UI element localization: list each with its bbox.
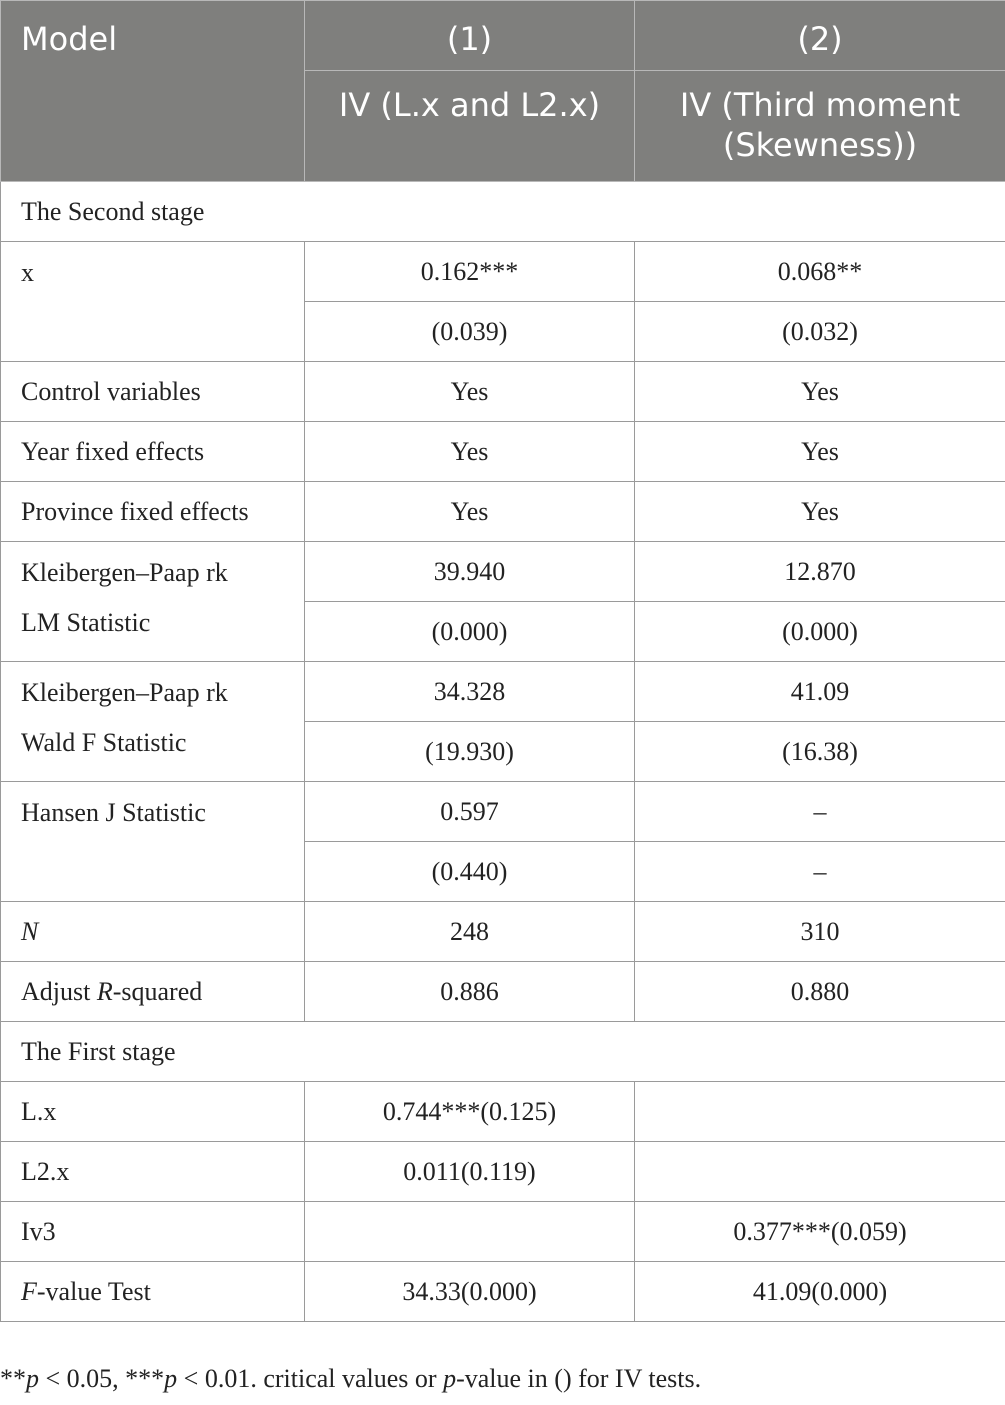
- cell-hansen-1: 0.597: [305, 782, 635, 842]
- table-row-l2x: [1, 1142, 1005, 1202]
- note-part4: -value in () for IV tests.: [456, 1364, 702, 1393]
- col1-number-header: (1): [305, 1, 635, 71]
- cell-r2-1: 0.886: [305, 962, 635, 1022]
- cell-iv3-1: [305, 1202, 635, 1262]
- header-row-1: [1, 1, 1005, 71]
- table-row-kp-lm: [1, 542, 1005, 602]
- table-footnote: [0, 1364, 701, 1394]
- ftest-label-f: F: [21, 1276, 37, 1306]
- cell-kp-lm-p-2: (0.000): [635, 602, 1005, 662]
- cell-x-coef-1: 0.162***: [305, 242, 635, 302]
- note-p3: p: [443, 1364, 457, 1393]
- table-row-controls: [1, 362, 1005, 422]
- ftest-label-post: -value Test: [36, 1276, 151, 1306]
- col2-name-header: [635, 71, 1005, 182]
- kp-lm-label-line2: LM Statistic: [21, 608, 151, 637]
- r2-label-r: R: [96, 976, 113, 1006]
- cell-year-fe-2: Yes: [635, 422, 1005, 482]
- row-label-ftest: [1, 1262, 305, 1322]
- col2-name-line2: (Skewness)): [722, 126, 918, 164]
- row-label-iv3: Iv3: [1, 1202, 305, 1262]
- kp-lm-label-line1: Kleibergen–Paap rk: [21, 558, 228, 587]
- row-label-lx: L.x: [1, 1082, 305, 1142]
- cell-n-2: 310: [635, 902, 1005, 962]
- cell-kp-lm-p-1: (0.000): [305, 602, 635, 662]
- section-title-first-stage: The First stage: [1, 1022, 1005, 1082]
- row-label-province-fe: Province fixed effects: [1, 482, 305, 542]
- col2-number-header: (2): [635, 1, 1005, 71]
- row-label-year-fe: Year fixed effects: [1, 422, 305, 482]
- cell-year-fe-1: Yes: [305, 422, 635, 482]
- cell-kp-lm-1: 39.940: [305, 542, 635, 602]
- r2-label-post: -squared: [112, 976, 203, 1006]
- table-row-lx: [1, 1082, 1005, 1142]
- cell-hansen-p-2: –: [635, 842, 1005, 902]
- cell-province-fe-2: Yes: [635, 482, 1005, 542]
- table-row-r2: [1, 962, 1005, 1022]
- row-label-kp-wald: [1, 662, 305, 782]
- note-part3: < 0.01. critical values or: [177, 1364, 444, 1393]
- table-row-kp-wald: [1, 662, 1005, 722]
- row-label-x: x: [1, 242, 305, 362]
- note-part1: **: [0, 1364, 26, 1393]
- table-row-iv3: [1, 1202, 1005, 1262]
- cell-ftest-1: 34.33(0.000): [305, 1262, 635, 1322]
- row-label-hansen: Hansen J Statistic: [1, 782, 305, 902]
- cell-l2x-1: 0.011(0.119): [305, 1142, 635, 1202]
- col2-name-line1: IV (Third moment: [679, 86, 961, 124]
- section-row-second-stage: [1, 182, 1005, 242]
- cell-kp-wald-1: 34.328: [305, 662, 635, 722]
- note-p1: p: [26, 1364, 39, 1393]
- cell-province-fe-1: Yes: [305, 482, 635, 542]
- cell-l2x-2: [635, 1142, 1005, 1202]
- row-label-r2: [1, 962, 305, 1022]
- row-label-l2x: L2.x: [1, 1142, 305, 1202]
- table-row-x-coef: [1, 242, 1005, 302]
- cell-ftest-2: 41.09(0.000): [635, 1262, 1005, 1322]
- kp-wald-label-line1: Kleibergen–Paap rk: [21, 678, 228, 707]
- table-row-n: [1, 902, 1005, 962]
- row-label-controls: Control variables: [1, 362, 305, 422]
- section-title-second-stage: The Second stage: [1, 182, 1005, 242]
- r2-label-pre: Adjust: [21, 976, 97, 1006]
- cell-controls-2: Yes: [635, 362, 1005, 422]
- cell-kp-wald-2: 41.09: [635, 662, 1005, 722]
- cell-kp-lm-2: 12.870: [635, 542, 1005, 602]
- col1-name-header: IV (L.x and L2.x): [305, 71, 635, 182]
- table-row-province-fe: [1, 482, 1005, 542]
- cell-lx-1: 0.744***(0.125): [305, 1082, 635, 1142]
- cell-n-1: 248: [305, 902, 635, 962]
- cell-x-coef-2: 0.068**: [635, 242, 1005, 302]
- cell-controls-1: Yes: [305, 362, 635, 422]
- row-label-n: [1, 902, 305, 962]
- table-row-year-fe: [1, 422, 1005, 482]
- section-row-first-stage: [1, 1022, 1005, 1082]
- row-label-kp-lm: [1, 542, 305, 662]
- cell-hansen-p-1: (0.440): [305, 842, 635, 902]
- model-header: Model: [1, 1, 305, 182]
- table-row-hansen: [1, 782, 1005, 842]
- cell-r2-2: 0.880: [635, 962, 1005, 1022]
- cell-x-se-2: (0.032): [635, 302, 1005, 362]
- note-p2: p: [164, 1364, 178, 1393]
- cell-lx-2: [635, 1082, 1005, 1142]
- note-part2: < 0.05, ***: [39, 1364, 165, 1393]
- cell-iv3-2: 0.377***(0.059): [635, 1202, 1005, 1262]
- cell-kp-wald-cv-1: (19.930): [305, 722, 635, 782]
- cell-x-se-1: (0.039): [305, 302, 635, 362]
- kp-wald-label-line2: Wald F Statistic: [21, 728, 187, 757]
- table-row-ftest: [1, 1262, 1005, 1322]
- cell-hansen-2: –: [635, 782, 1005, 842]
- n-label: N: [21, 916, 39, 946]
- cell-kp-wald-cv-2: (16.38): [635, 722, 1005, 782]
